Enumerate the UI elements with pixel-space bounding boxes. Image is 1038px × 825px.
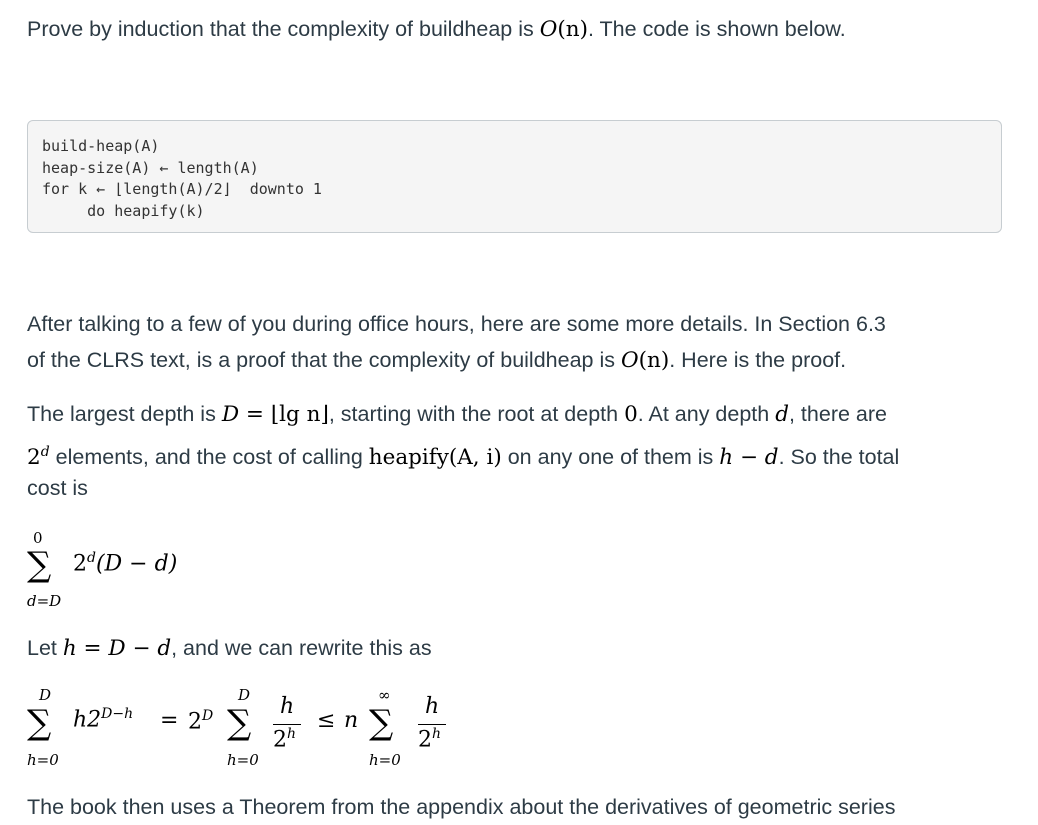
math-D: D: [221, 402, 240, 427]
math-floor-lg-n: ⌊lg n⌋: [270, 402, 329, 427]
term-h2: h2: [73, 707, 102, 733]
den-base: 2: [418, 727, 432, 753]
code-line: build-heap(A): [42, 137, 160, 155]
para2-text: elements, and the cost of calling: [49, 445, 369, 470]
code-line: heap-size(A) ← length(A): [42, 158, 259, 177]
para1-suffix: . Here is the proof.: [669, 348, 847, 372]
para2-text: , starting with the root at depth: [328, 402, 625, 426]
den-exponent: h: [432, 726, 442, 742]
big-o-argument: (n): [557, 17, 588, 42]
intro-paragraph: [27, 11, 846, 48]
sum-upper-limit: D: [39, 686, 52, 704]
code-line: for k ← ⌊length(A)/2⌋ downto 1: [42, 180, 322, 198]
less-equal-sign: ≤: [317, 708, 336, 733]
math-n: n: [344, 708, 359, 733]
big-o-argument: (n): [638, 348, 670, 373]
para2-text: The largest depth is: [27, 402, 222, 426]
math-h-equals: h = D − d: [62, 636, 172, 661]
code-line: do heapify(k): [42, 201, 205, 220]
coef-exponent: D: [202, 708, 214, 724]
sum-upper-limit: ∞: [378, 686, 391, 704]
intro-text: Prove by induction that the complexity of buildheap is: [27, 17, 540, 41]
fraction-denominator: [418, 726, 441, 752]
fraction-numerator: h: [280, 694, 295, 719]
code-block: [27, 120, 1002, 233]
sum-lower-limit: h=0: [369, 751, 401, 769]
fraction-numerator: h: [425, 694, 440, 719]
para1-line1: After talking to a few of you during office hours, here are some more details. In Section 6.3: [27, 312, 886, 336]
para2-line1: [27, 396, 887, 433]
fraction-denominator: [273, 726, 296, 752]
para2-line3: cost is: [27, 476, 88, 500]
sigma-symbol: ∑: [227, 703, 252, 743]
sum-term: [73, 706, 133, 732]
para2-text: . So the total: [778, 445, 900, 470]
sum-equation-2: [27, 684, 547, 774]
big-o-symbol: O: [620, 348, 639, 373]
term-exponent: d: [87, 550, 96, 566]
math-sup-d: d: [40, 444, 50, 460]
term-exponent: D−h: [101, 706, 134, 722]
math-h-minus-d: h − d: [719, 445, 779, 471]
sum-upper-limit: 0: [33, 529, 43, 547]
math-zero: 0: [624, 402, 638, 427]
intro-suffix: . The code is shown below.: [587, 17, 846, 41]
equals-sign: =: [160, 708, 179, 733]
term-rest: (D − d): [95, 551, 178, 577]
coef-2D: [188, 708, 213, 734]
den-exponent: h: [287, 726, 297, 742]
para2-text: , there are: [788, 402, 887, 426]
term-base: 2: [73, 551, 87, 577]
para3-text: Let: [27, 636, 63, 660]
para2-line2: [27, 434, 899, 476]
sum-term: [73, 550, 177, 576]
sigma-symbol: ∑: [27, 703, 52, 743]
sum-lower-limit: d=D: [27, 592, 62, 610]
sum-equation-1: [27, 526, 277, 616]
para2-text: on any one of them is: [501, 445, 720, 470]
sum-upper-limit: D: [238, 686, 251, 704]
coef-base: 2: [188, 709, 202, 735]
para1-line2: [27, 342, 846, 379]
math-two: 2: [27, 445, 41, 471]
sigma-symbol: ∑: [369, 703, 394, 743]
math-equals: =: [239, 402, 271, 427]
big-o-symbol: O: [539, 17, 558, 42]
sum-lower-limit: h=0: [27, 751, 59, 769]
para4-line: The book then uses a Theorem from the appendix about the derivatives of geometric series: [27, 795, 896, 819]
sigma-symbol: ∑: [27, 545, 52, 585]
math-d: d: [775, 402, 789, 427]
sum-lower-limit: h=0: [227, 751, 259, 769]
para3-line: [27, 630, 432, 667]
para3-text: , and we can rewrite this as: [171, 636, 432, 660]
math-heapify: heapify(A, i): [368, 445, 502, 471]
para1-text: of the CLRS text, is a proof that the complexity of buildheap is: [27, 348, 621, 372]
para2-text: . At any depth: [637, 402, 776, 426]
den-base: 2: [273, 727, 287, 753]
